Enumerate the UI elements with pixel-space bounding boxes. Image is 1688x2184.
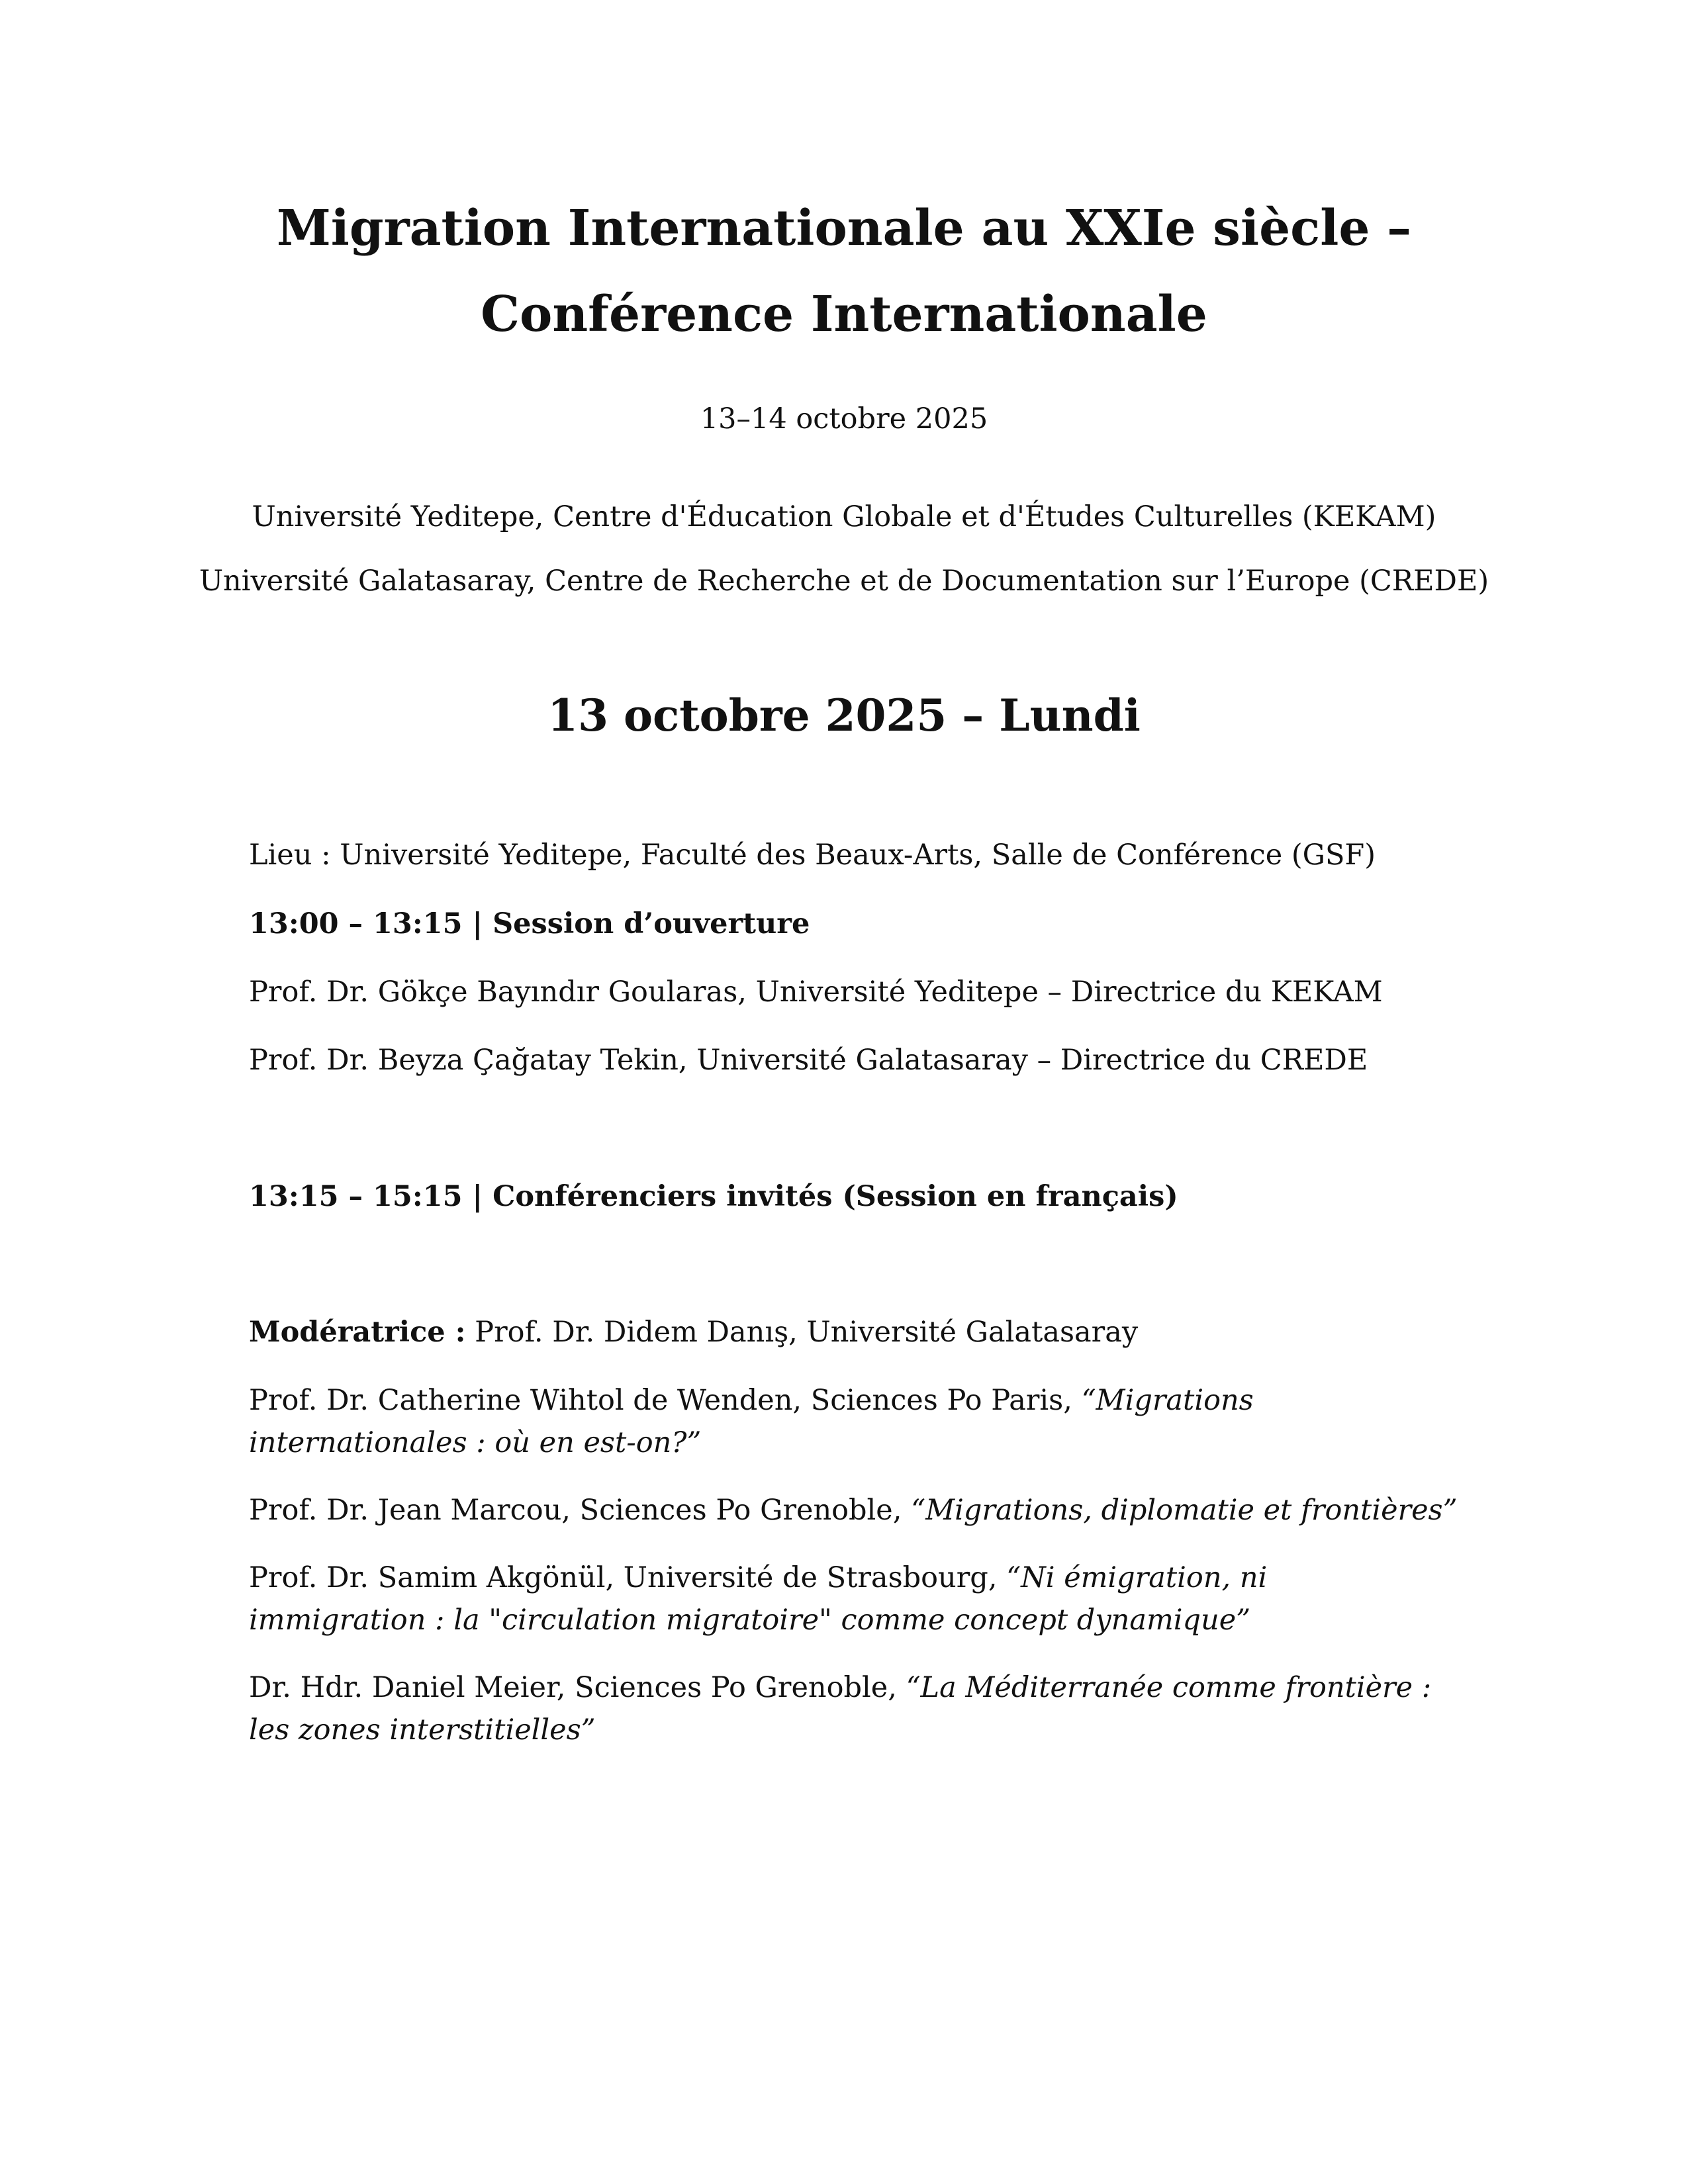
talk-speaker: Prof. Dr. Samim Akgönül, Université de Strasbourg, bbox=[249, 1561, 1007, 1594]
organizer-galatasaray: Université Galatasaray, Centre de Recherche et de Documentation sur l’Europe (CREDE) bbox=[199, 565, 1489, 598]
organizer-yeditepe: Université Yeditepe, Centre d'Éducation Globale et d'Études Culturelles (KEKAM) bbox=[252, 500, 1436, 533]
opening-speaker-2: Prof. Dr. Beyza Çağatay Tekin, Université Galatasaray – Directrice du CREDE bbox=[249, 1044, 1368, 1077]
day-heading: 13 octobre 2025 – Lundi bbox=[547, 690, 1141, 741]
talk-speaker: Prof. Dr. Catherine Wihtol de Wenden, Sciences Po Paris, bbox=[249, 1384, 1082, 1417]
talk-item bbox=[249, 1489, 1458, 1531]
moderator-label: Modératrice : bbox=[249, 1316, 466, 1349]
talk-title: “Ni émigration, ni immigration : la "circulation migratoire" comme concept dynamique” bbox=[249, 1561, 1268, 1637]
conference-title-line2: Conférence Internationale bbox=[481, 286, 1207, 343]
talk-title: “Migrations, diplomatie et frontières” bbox=[911, 1494, 1458, 1527]
opening-speaker-1: Prof. Dr. Gökçe Bayındır Goularas, Université Yeditepe – Directrice du KEKAM bbox=[249, 976, 1383, 1009]
conference-dates: 13–14 octobre 2025 bbox=[700, 402, 988, 435]
moderator-line bbox=[249, 1311, 1440, 1353]
session-opening-title: 13:00 – 13:15 | Session d’ouverture bbox=[249, 907, 810, 940]
talk-title: “La Méditerranée comme frontière : les zones interstitielles” bbox=[249, 1671, 1432, 1747]
talk-title: “Migrations internationales : où en est-on?” bbox=[249, 1384, 1254, 1459]
talk-item bbox=[249, 1557, 1440, 1641]
session-keynote-title: 13:15 – 15:15 | Conférenciers invités (Session en français) bbox=[249, 1180, 1178, 1213]
conference-title-line1: Migration Internationale au XXIe siècle – bbox=[276, 200, 1412, 257]
moderator-name: Prof. Dr. Didem Danış, Université Galatasaray bbox=[465, 1316, 1139, 1349]
talk-item bbox=[249, 1666, 1440, 1751]
talk-speaker: Prof. Dr. Jean Marcou, Sciences Po Grenoble, bbox=[249, 1494, 912, 1527]
talk-item bbox=[249, 1379, 1440, 1464]
venue-line: Lieu : Université Yeditepe, Faculté des Beaux-Arts, Salle de Conférence (GSF) bbox=[249, 839, 1376, 872]
talk-speaker: Dr. Hdr. Daniel Meier, Sciences Po Grenoble, bbox=[249, 1671, 906, 1704]
